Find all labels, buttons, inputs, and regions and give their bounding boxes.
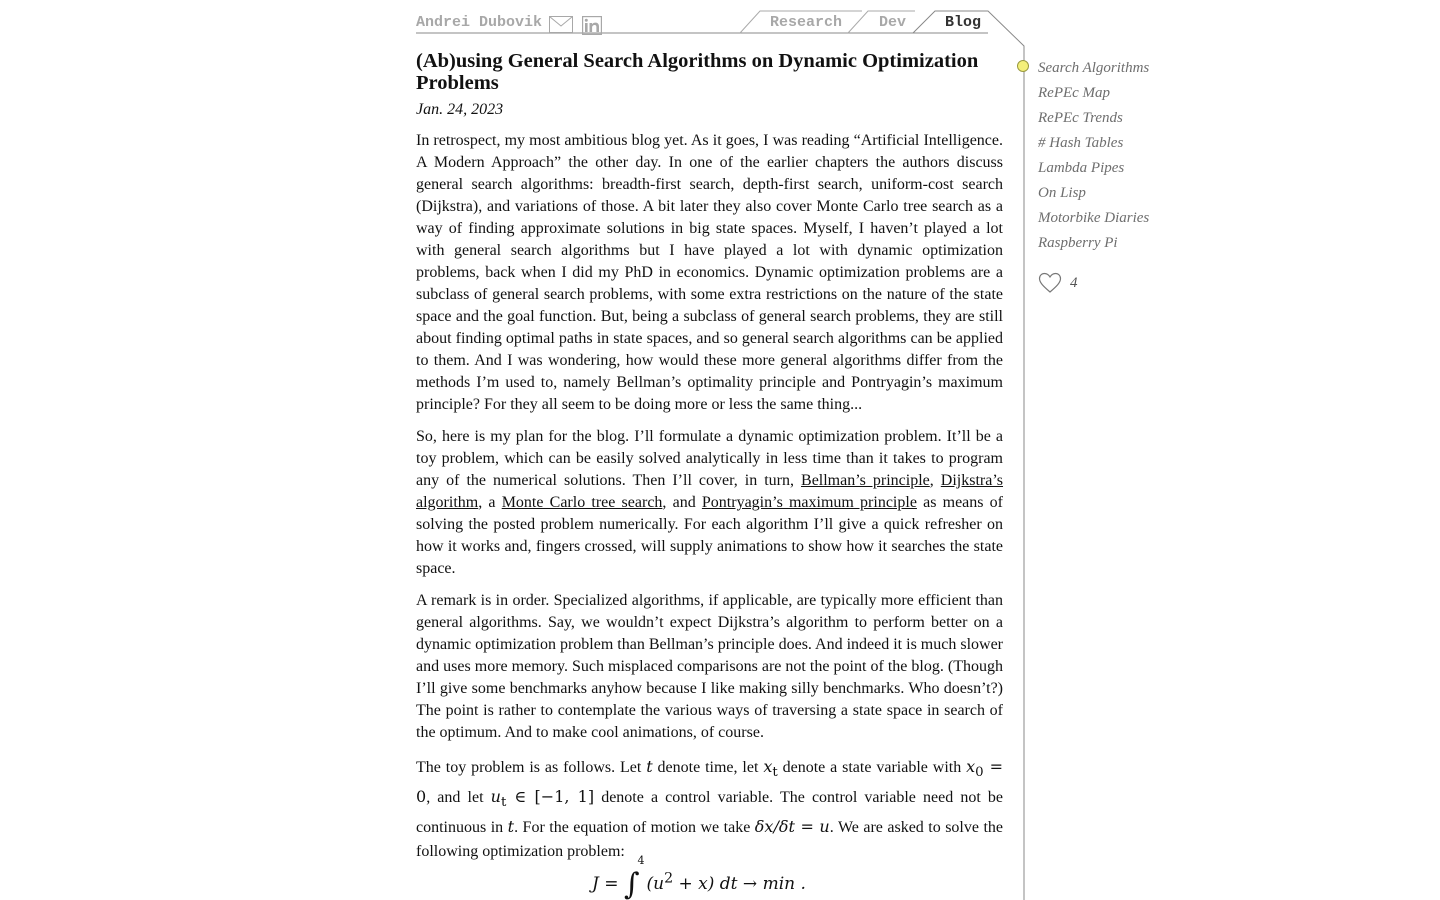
integral-sign: ∫ — [623, 867, 640, 900]
toy-text: denote a control variable. The control variable need not be continuous in — [416, 789, 1003, 837]
plan-separator: , and — [662, 494, 702, 511]
linkedin-icon[interactable] — [582, 16, 602, 35]
sidebar-link-hash-tables[interactable]: # Hash Tables — [1038, 135, 1124, 151]
math-var-x: x — [763, 757, 773, 776]
math-var-u: u — [490, 787, 501, 807]
toy-text: . We are asked to solve the following optimization problem: — [416, 819, 1004, 861]
monte-carlo-tree-search-link[interactable]: Monte Carlo tree search — [501, 494, 663, 511]
math-var-t: t — [646, 757, 653, 776]
math-equation-of-motion: δx/δt = u — [754, 817, 830, 837]
dijkstra-algorithm-link[interactable]: Dijkstra’s algorithm — [416, 472, 1004, 511]
site-name-link[interactable]: Andrei Dubovik — [416, 14, 543, 31]
math-sub-t: t — [772, 765, 778, 781]
toy-text: , and let — [426, 789, 491, 807]
sidebar-link-motorbike-diaries[interactable]: Motorbike Diaries — [1038, 210, 1150, 226]
plan-separator: , a — [478, 494, 502, 511]
optimization-formula — [592, 854, 806, 900]
formula-dt-min: ) dt → min . — [707, 874, 806, 894]
math-interval: ∈ [−1, 1] — [506, 787, 595, 807]
paragraph-remark: A remark is in order. Specialized algorithms, if applicable, are typically more efficient than general algorithms. Say, we wouldn’t expect Dijkstra’s algorithm to perform better on a dynamic optimization problem than Bellman’s principle does. And indeed it is much slower and uses more memory. Such misplaced comparisons are not the point of the blog. (Though I’ll give some benchmarks anyhow because I like making silly benchmarks. Who doesn’t?) The point is rather to contemplate the various ways of traversing a state space in search of the optimum. And to make cool animations, of course. — [416, 592, 1003, 741]
tab-dev[interactable]: Dev — [879, 14, 907, 31]
post-date: Jan. 24, 2023 — [416, 101, 504, 118]
bellman-principle-link[interactable]: Bellman’s principle — [801, 472, 930, 489]
paragraph-intro: In retrospect, my most ambitious blog yet. As it goes, I was reading “Artificial Intelligence. A Modern Approach” the other day. In one of the earlier chapters the authors discuss general search algorithms: breadth-first search, depth-first search, uniform-cost search (Dijkstra), and variations of those. A bit later they also cover Monte Carlo tree search as a way of finding approximate solutions in big state spaces. Myself, I haven’t played a lot with general search algorithms but I have played a lot with dynamic optimization problems, back when I did my PhD in economics. Dynamic optimization problems are a subclass of general search problems, with some extra restrictions on the nature of the state space and the goal function. But, being a subclass of general search problems, they are still about finding optimal paths in state spaces, and so general search algorithms can be applied to them. And I was wondering, how would these more general algorithms differ from the methods I’m used to, namely Bellman’s optimality principle and Pontryagin’s maximum principle? For they all seem to be doing more or less the same thing... — [416, 132, 1003, 413]
formula-square: 2 — [664, 870, 674, 887]
sidebar-link-repec-map[interactable]: RePEc Map — [1038, 85, 1111, 101]
sidebar-link-lambda-pipes[interactable]: Lambda Pipes — [1038, 160, 1125, 176]
paragraph-toy-problem — [416, 755, 1003, 864]
plan-text-b: as means of solving the posted problem numerically. For each algorithm I’ll give a quick refresher on how it works and, fingers crossed, will supply animations to show how it searches the state space. — [416, 494, 1004, 577]
math-sub-0: 0 — [975, 765, 984, 781]
like-widget — [1038, 272, 1078, 294]
plan-separator: , — [929, 472, 941, 489]
plan-text-a: So, here is my plan for the blog. I’ll formulate a dynamic optimization problem. It’ll be a toy problem, which can be easily solved analytically in less time than it takes to program any of the numerical solutions. Then I’ll cover, in turn, — [416, 428, 1003, 489]
integral-upper-limit: 4 — [637, 854, 645, 868]
tab-research[interactable]: Research — [770, 14, 843, 31]
sidebar-link-raspberry-pi[interactable]: Raspberry Pi — [1038, 235, 1118, 251]
mail-icon[interactable] — [549, 16, 573, 33]
toy-text: . For the equation of motion we take — [514, 819, 755, 837]
article — [416, 50, 1003, 864]
toy-text: denote time, let — [652, 759, 764, 776]
toy-text: denote a state variable with — [777, 759, 967, 776]
formula-lhs: J = — [592, 874, 624, 894]
formula-plus-x: + x — [673, 874, 708, 894]
math-var-t: t — [507, 817, 515, 837]
math-eq-zero: = 0 — [416, 757, 1004, 807]
paragraph-plan — [416, 426, 1003, 580]
math-sub-t: t — [500, 795, 507, 811]
formula-body: (u — [646, 874, 665, 894]
timeline-marker — [1014, 56, 1034, 136]
sidebar-links — [1038, 56, 1149, 256]
sidebar-link-search-algorithms[interactable]: Search Algorithms — [1038, 60, 1150, 76]
math-var-x: x — [966, 757, 976, 776]
post-title: (Ab)using General Search Algorithms on Dynamic Optimization Problems — [416, 50, 979, 94]
heart-icon[interactable] — [1038, 272, 1062, 294]
sidebar-link-on-lisp[interactable]: On Lisp — [1038, 185, 1086, 201]
sidebar-link-repec-trends[interactable]: RePEc Trends — [1038, 110, 1123, 126]
pontryagin-maximum-principle-link[interactable]: Pontryagin’s maximum principle — [701, 494, 917, 511]
like-count: 4 — [1070, 274, 1078, 291]
toy-text: The toy problem is as follows. Let — [416, 759, 647, 776]
tab-blog[interactable]: Blog — [945, 14, 982, 31]
